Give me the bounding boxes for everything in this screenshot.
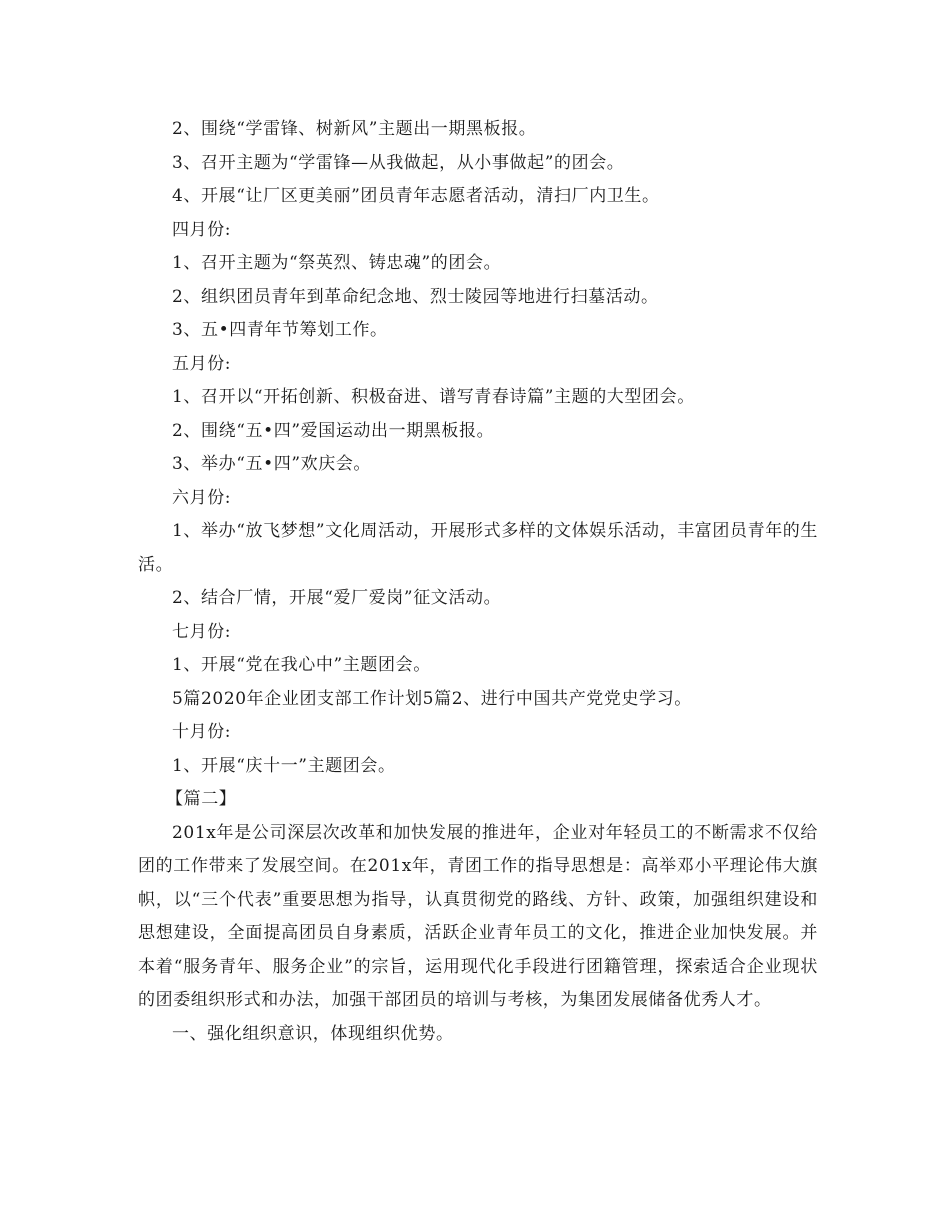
paragraph-item-october-1: 1、开展“庆十一”主题团会。	[172, 755, 396, 776]
paragraph-item-april-3: 3、五•四青年节筹划工作。	[172, 320, 388, 340]
paragraph-item-june-2: 2、结合厂情，开展“爱厂爱岗”征文活动。	[172, 588, 502, 608]
section-heading-part-two: 【篇二】	[166, 789, 237, 809]
paragraph-item-july-1: 1、开展“党在我心中”主题团会。	[172, 655, 431, 675]
month-heading-october: 十月份:	[172, 722, 232, 742]
paragraph-item-july-2: 5篇2020年企业团支部工作计划5篇2、进行中国共产党党史学习。	[172, 688, 692, 709]
paragraph-item-april-2: 2、组织团员青年到革命纪念地、烈士陵园等地进行扫墓活动。	[172, 286, 659, 307]
paragraph-item-march-4: 4、开展“让厂区更美丽”团员青年志愿者活动，清扫厂内卫生。	[172, 186, 660, 206]
document-body	[138, 113, 818, 1051]
paragraph-item-march-2: 2、围绕“学雷锋、树新风”主题出一期黑板报。	[172, 119, 537, 139]
paragraph-item-april-1: 1、召开主题为“祭英烈、铸忠魂”的团会。	[172, 253, 502, 273]
month-heading-july: 七月份:	[172, 621, 232, 642]
paragraph-item-may-3: 3、举办“五•四”欢庆会。	[172, 454, 372, 474]
month-heading-april: 四月份:	[172, 219, 232, 240]
paragraph-item-march-3: 3、召开主题为“学雷锋—从我做起，从小事做起”的团会。	[172, 152, 625, 173]
paragraph-item-may-1: 1、召开以“开拓创新、积极奋进、谱写青春诗篇”主题的大型团会。	[172, 387, 695, 407]
month-heading-june: 六月份:	[172, 487, 232, 508]
section-heading-organization: 一、强化组织意识，体现组织优势。	[172, 1023, 454, 1044]
body-paragraph-guiding-ideology: 201x年是公司深层次改革和加快发展的推进年，企业对年轻员工的不断需求不仅给团的工作带来了发展空间。在201x年，青团工作的指导思想是：高举邓小平理论伟大旗帜，以“三个代表”重要思想为指导，认真贯彻党的路线、方针、政策，加强组织建设和思想建设，全面提高团员自身素质，活跃企业青年员工的文化，推进企业加快发展。并本着“服务青年、服务企业”的宗旨，运用现代化手段进行团籍管理，探索适合企业现状的团委组织形式和办法，加强干部团员的培训与考核，为集团发展储备优秀人才。	[138, 822, 818, 1010]
month-heading-may: 五月份:	[172, 353, 232, 374]
paragraph-item-may-2: 2、围绕“五•四”爱国运动出一期黑板报。	[172, 420, 495, 441]
paragraph-item-june-1: 1、举办“放飞梦想”文化周活动，开展形式多样的文体娱乐活动，丰富团员青年的生活。	[138, 521, 818, 575]
